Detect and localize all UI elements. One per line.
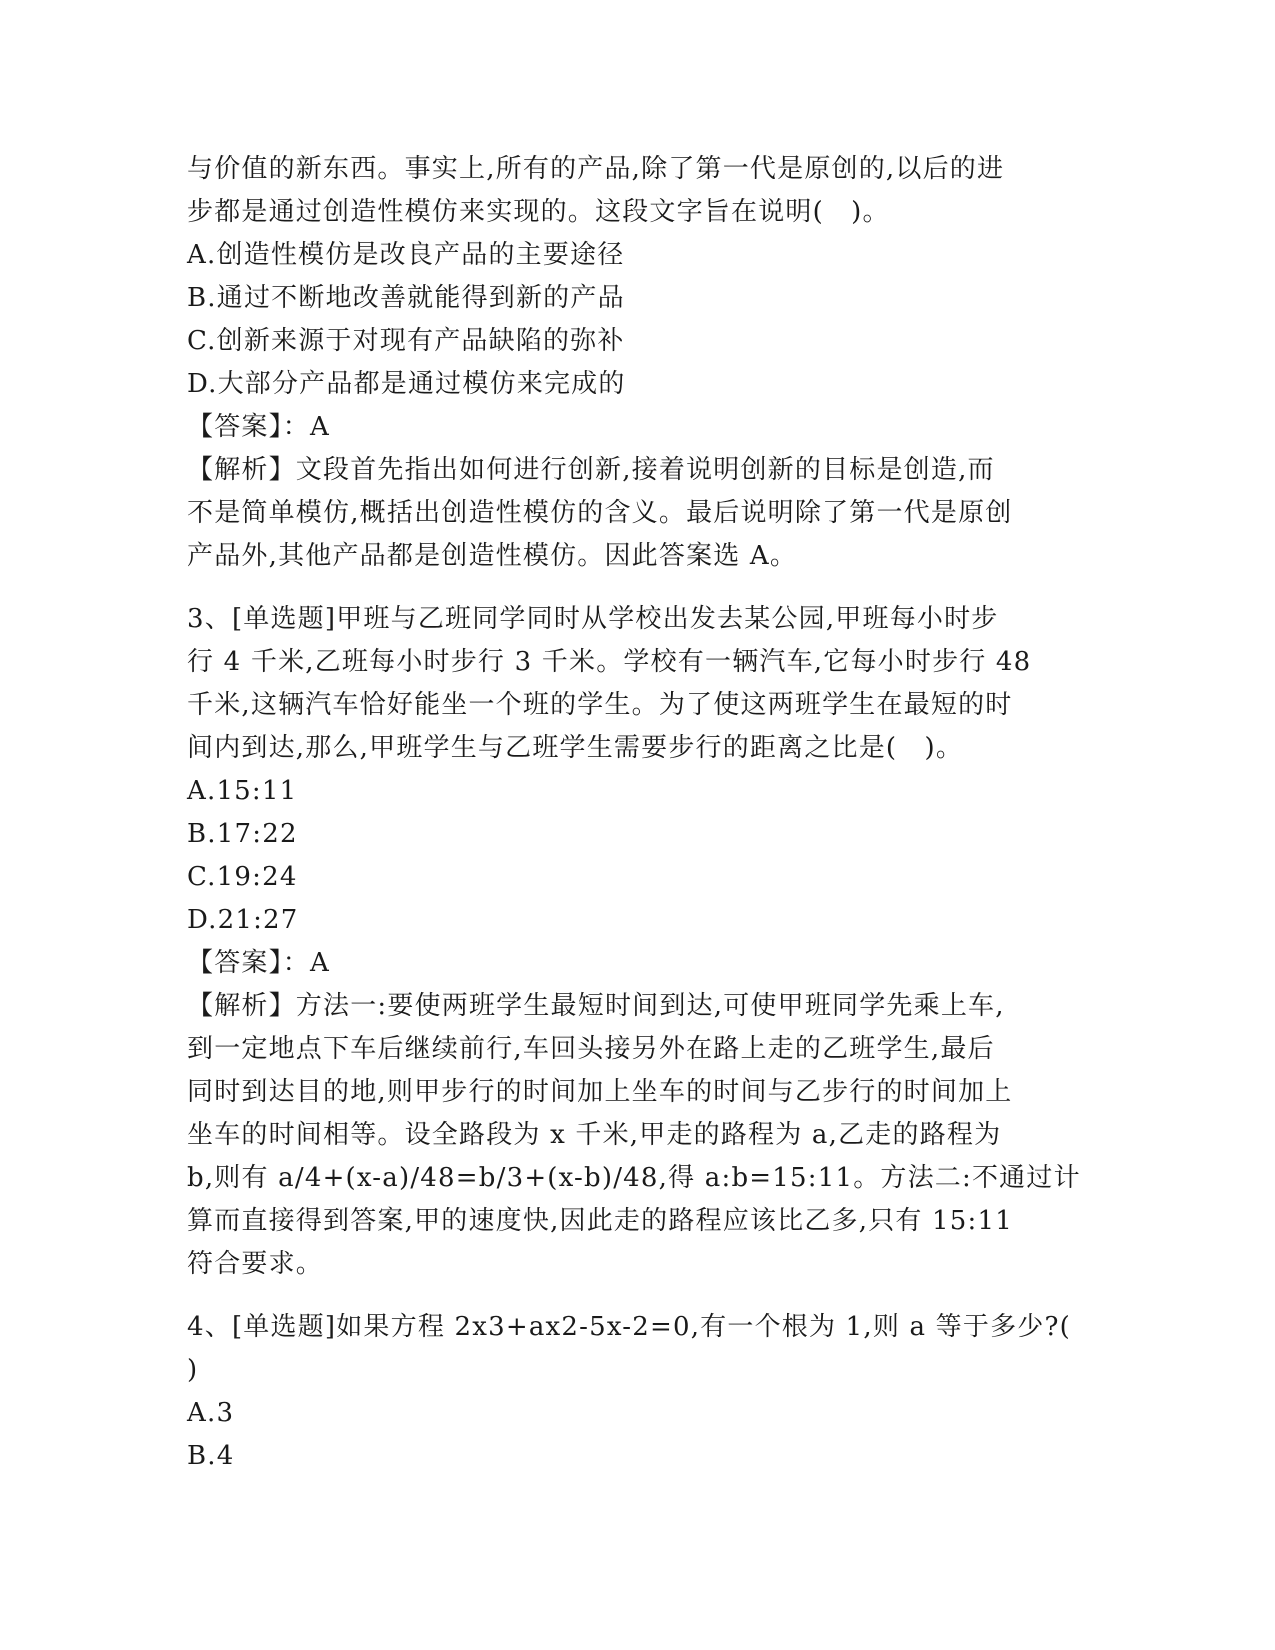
answer-line: 【答案】：A (187, 412, 330, 442)
answer-line: 【答案】：A (187, 948, 330, 978)
option-b: B.4 (187, 1441, 235, 1471)
analysis-line: 【解析】方法一:要使两班学生最短时间到达,可使甲班同学先乘上车, (187, 991, 1005, 1021)
option-d: D.大部分产品都是通过模仿来完成的 (187, 369, 626, 399)
question-stem-line: 行 4 千米,乙班每小时步行 3 千米。学校有一辆汽车,它每小时步行 48 (187, 647, 1032, 677)
option-a: A.3 (187, 1398, 235, 1428)
analysis-line: 同时到达目的地,则甲步行的时间加上坐车的时间与乙步行的时间加上 (187, 1077, 1013, 1107)
analysis-line: 到一定地点下车后继续前行,车回头接另外在路上走的乙班学生,最后 (187, 1034, 995, 1064)
question-stem-line: 4、[单选题]如果方程 2x3+ax2-5x-2=0,有一个根为 1,则 a 等于多少?( (187, 1312, 1071, 1342)
option-b: B.通过不断地改善就能得到新的产品 (187, 283, 625, 313)
question-3-block (187, 598, 1087, 1286)
analysis-line: 符合要求。 (187, 1249, 324, 1279)
question-stem-line: 步都是通过创造性模仿来实现的。这段文字旨在说明( )。 (187, 197, 890, 227)
analysis-line: 坐车的时间相等。设全路段为 x 千米,甲走的路程为 a,乙走的路程为 (187, 1120, 1002, 1150)
analysis-line: 算而直接得到答案,甲的速度快,因此走的路程应该比乙多,只有 15:11 (187, 1206, 1013, 1236)
question-stem-line: 3、[单选题]甲班与乙班同学同时从学校出发去某公园,甲班每小时步 (187, 604, 999, 634)
exam-page (187, 148, 1087, 1478)
option-a: A.15:11 (187, 776, 298, 806)
option-c: C.创新来源于对现有产品缺陷的弥补 (187, 326, 625, 356)
analysis-line: b,则有 a/4+(x-a)/48=b/3+(x-b)/48,得 a:b=15:11。方法二:不通过计 (187, 1163, 1081, 1193)
question-stem-line: 间内到达,那么,甲班学生与乙班学生需要步行的距离之比是( )。 (187, 733, 964, 763)
question-4-block (187, 1306, 1087, 1478)
analysis-line: 不是简单模仿,概括出创造性模仿的含义。最后说明除了第一代是原创 (187, 498, 1013, 528)
analysis-line: 产品外,其他产品都是创造性模仿。因此答案选 A。 (187, 541, 798, 571)
option-c: C.19:24 (187, 862, 298, 892)
spacer (187, 1286, 1087, 1306)
option-b: B.17:22 (187, 819, 298, 849)
analysis-line: 【解析】文段首先指出如何进行创新,接着说明创新的目标是创造,而 (187, 455, 995, 485)
question-stem-line: ) (187, 1355, 199, 1385)
question-stem-line: 千米,这辆汽车恰好能坐一个班的学生。为了使这两班学生在最短的时 (187, 690, 1013, 720)
option-a: A.创造性模仿是改良产品的主要途径 (187, 240, 625, 270)
spacer (187, 578, 1087, 598)
question-stem-line: 与价值的新东西。事实上,所有的产品,除了第一代是原创的,以后的进 (187, 154, 1005, 184)
question-2-block (187, 148, 1087, 578)
option-d: D.21:27 (187, 905, 299, 935)
